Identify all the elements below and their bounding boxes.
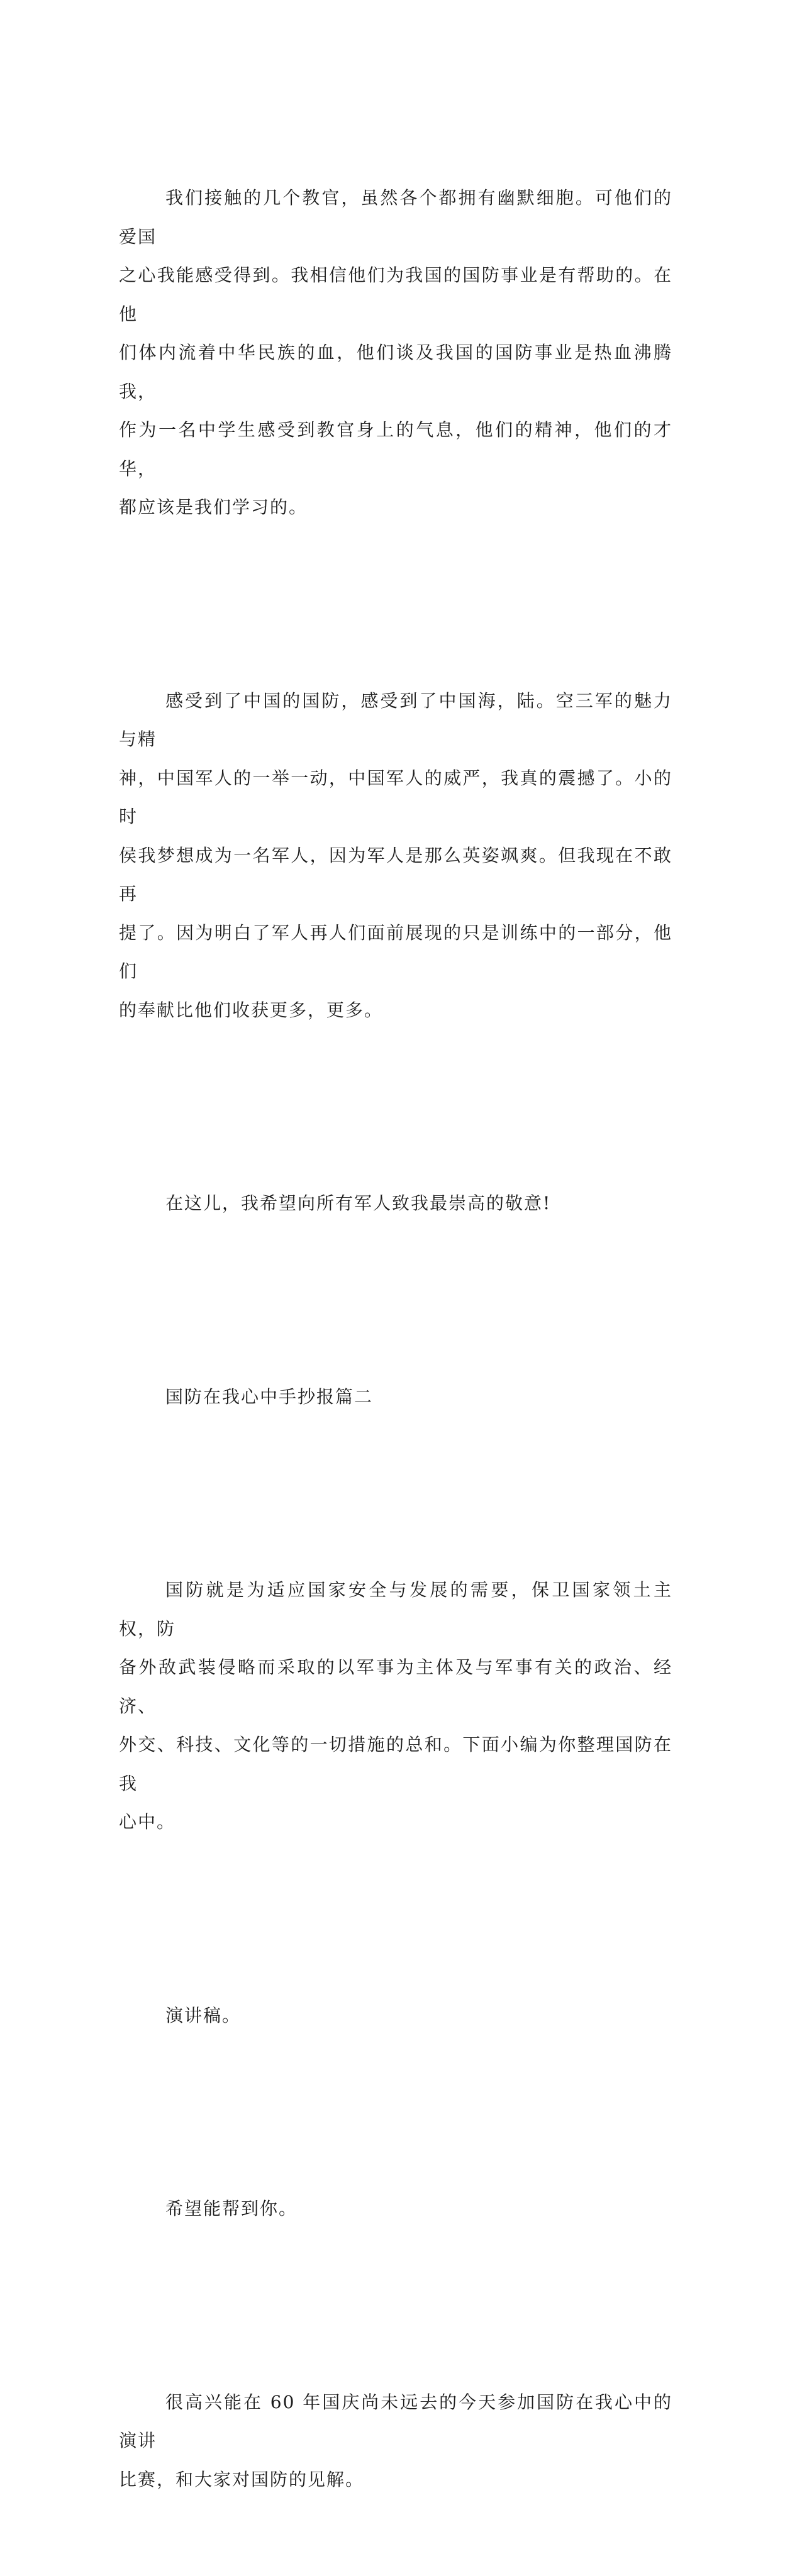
paragraph-line: 演讲稿。	[119, 1996, 672, 2035]
paragraph-7	[119, 2112, 672, 2306]
paragraph-3	[119, 1107, 672, 1300]
paragraph-line: 在这儿，我希望向所有军人致我最崇高的敬意!	[119, 1184, 672, 1223]
paragraph-line: 心中。	[119, 1803, 672, 1842]
document-body	[119, 101, 672, 2576]
paragraph-line: 之心我能感受得到。我相信他们为我国的国防事业是有帮助的。在他	[119, 256, 672, 333]
paragraph-line: 们体内流着中华民族的血，他们谈及我国的国防事业是热血沸腾我，	[119, 333, 672, 411]
paragraph-2	[119, 604, 672, 1107]
section-heading	[119, 1300, 672, 1494]
paragraph-line: 国防就是为适应国家安全与发展的需要，保卫国家领土主权，防	[119, 1571, 672, 1648]
paragraph-5	[119, 1493, 672, 1919]
paragraph-8	[119, 2306, 672, 2576]
paragraph-line: 提了。因为明白了军人再人们面前展现的只是训练中的一部分，他们	[119, 914, 672, 991]
paragraph-line: 希望能帮到你。	[119, 2189, 672, 2228]
paragraph-line: 外交、科技、文化等的一切措施的总和。下面小编为你整理国防在我	[119, 1725, 672, 1803]
paragraph-line: 我们接触的几个教官，虽然各个都拥有幽默细胞。可他们的爱国	[119, 179, 672, 256]
paragraph-6	[119, 1919, 672, 2113]
heading-line: 国防在我心中手抄报篇二	[119, 1378, 672, 1417]
paragraph-line: 的奉献比他们收获更多，更多。	[119, 991, 672, 1030]
paragraph-line: 都应该是我们学习的。	[119, 488, 672, 527]
paragraph-1	[119, 101, 672, 604]
document-page	[0, 0, 802, 1037]
paragraph-line: 很高兴能在 60 年国庆尚未远去的今天参加国防在我心中的演讲	[119, 2383, 672, 2460]
paragraph-line: 感受到了中国的国防，感受到了中国海，陆。空三军的魅力与精	[119, 682, 672, 759]
paragraph-line: 备外敌武装侵略而采取的以军事为主体及与军事有关的政治、经济、	[119, 1648, 672, 1725]
paragraph-line: 作为一名中学生感受到教官身上的气息，他们的精神，他们的才华，	[119, 411, 672, 488]
paragraph-line: 神，中国军人的一举一动，中国军人的威严，我真的震撼了。小的时	[119, 759, 672, 836]
paragraph-line: 比赛，和大家对国防的见解。	[119, 2460, 672, 2499]
paragraph-line: 侯我梦想成为一名军人，因为军人是那么英姿飒爽。但我现在不敢再	[119, 836, 672, 914]
